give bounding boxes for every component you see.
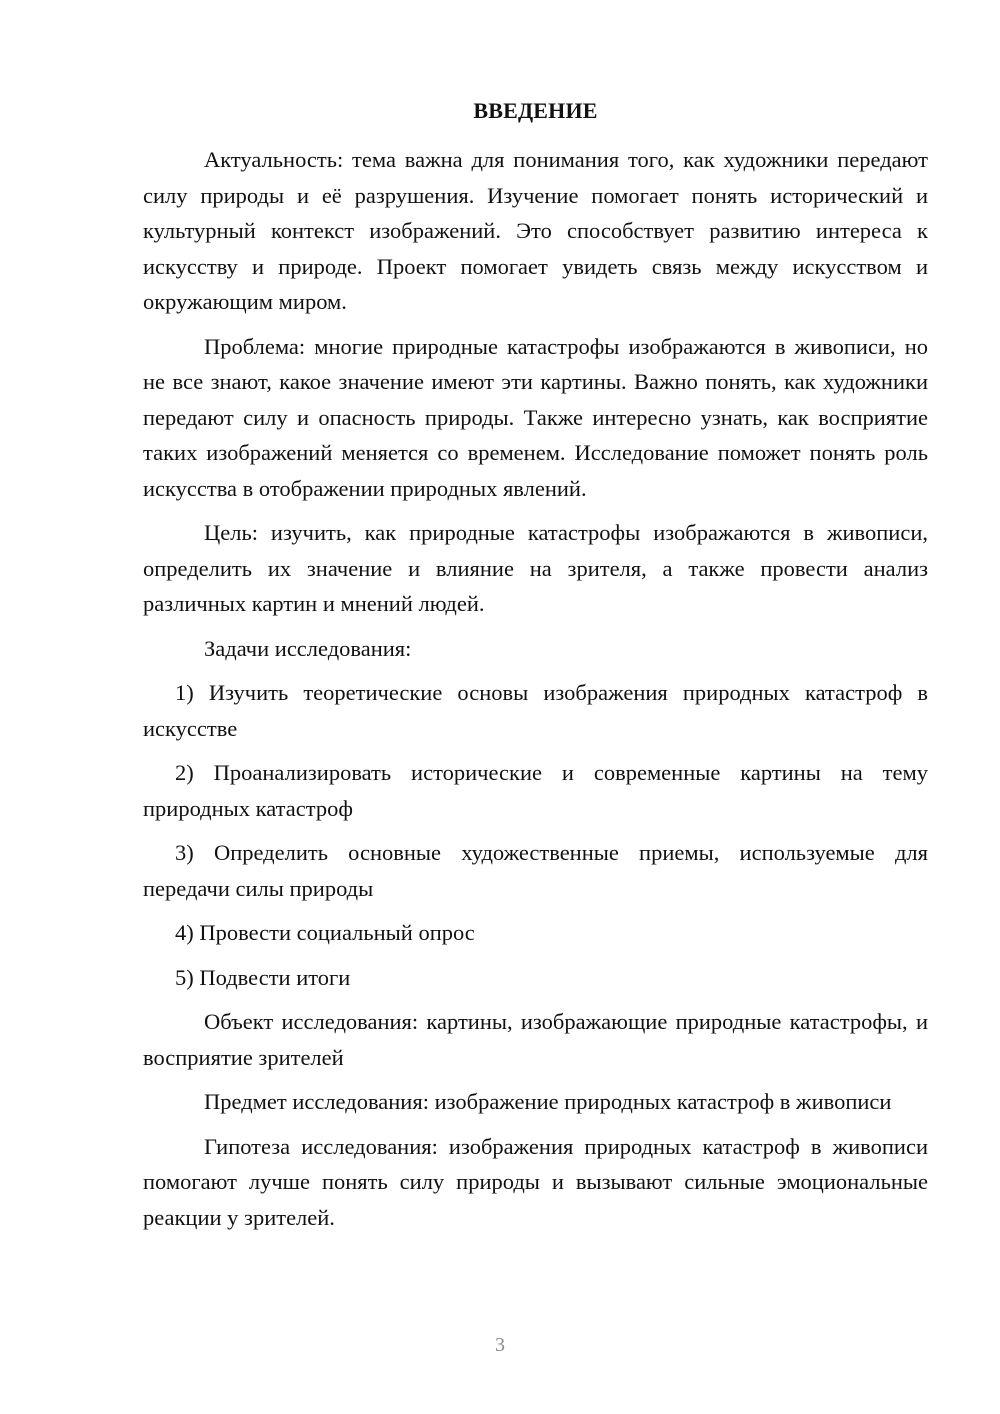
task-item-3: 3) Определить основные художественные приемы, используемые для передачи силы природы [143, 840, 928, 901]
task-item-1: 1) Изучить теоретические основы изображения природных катастроф в искусстве [143, 680, 928, 741]
relevance-paragraph: Актуальность: тема важна для понимания того, как художники передают силу природы и её разрушения. Изучение помогает понять исторический и культурный контекст изображений. Это способствует развитию интереса к искусству и природе. Проект помогает увидеть связь между искусством и окружающим миром. [143, 147, 928, 314]
task-item-2: 2) Проанализировать исторические и современные картины на тему природных катастроф [143, 760, 928, 821]
hypothesis-paragraph: Гипотеза исследования: изображения природных катастроф в живописи помогают лучше понять силу природы и вызывают сильные эмоциональные реакции у зрителей. [143, 1133, 928, 1230]
page-number: 3 [495, 1334, 505, 1356]
goal-paragraph: Цель: изучить, как природные катастрофы изображаются в живописи, определить их значение и влияние на зрителя, а также провести анализ различных картин и мнений людей. [143, 520, 928, 616]
document-page [143, 94, 928, 1244]
subject-paragraph: Предмет исследования: изображение природных катастроф в живописи [204, 1089, 892, 1114]
section-title: ВВЕДЕНИЕ [473, 98, 598, 123]
task-item-5: 5) Подвести итоги [175, 964, 351, 990]
tasks-heading: Задачи исследования: [204, 635, 412, 661]
problem-paragraph: Проблема: многие природные катастрофы изображаются в живописи, но не все знают, какое значение имеют эти картины. Важно понять, как художники передают силу и опасность природы. Также интересно узнать, как восприятие таких изображений меняется со временем. Исследование поможет понять роль искусства в отображении природных явлений. [143, 333, 928, 501]
task-item-4: 4) Провести социальный опрос [175, 920, 475, 945]
object-paragraph: Объект исследования: картины, изображающие природные катастрофы, и восприятие зрителей [143, 1009, 928, 1070]
